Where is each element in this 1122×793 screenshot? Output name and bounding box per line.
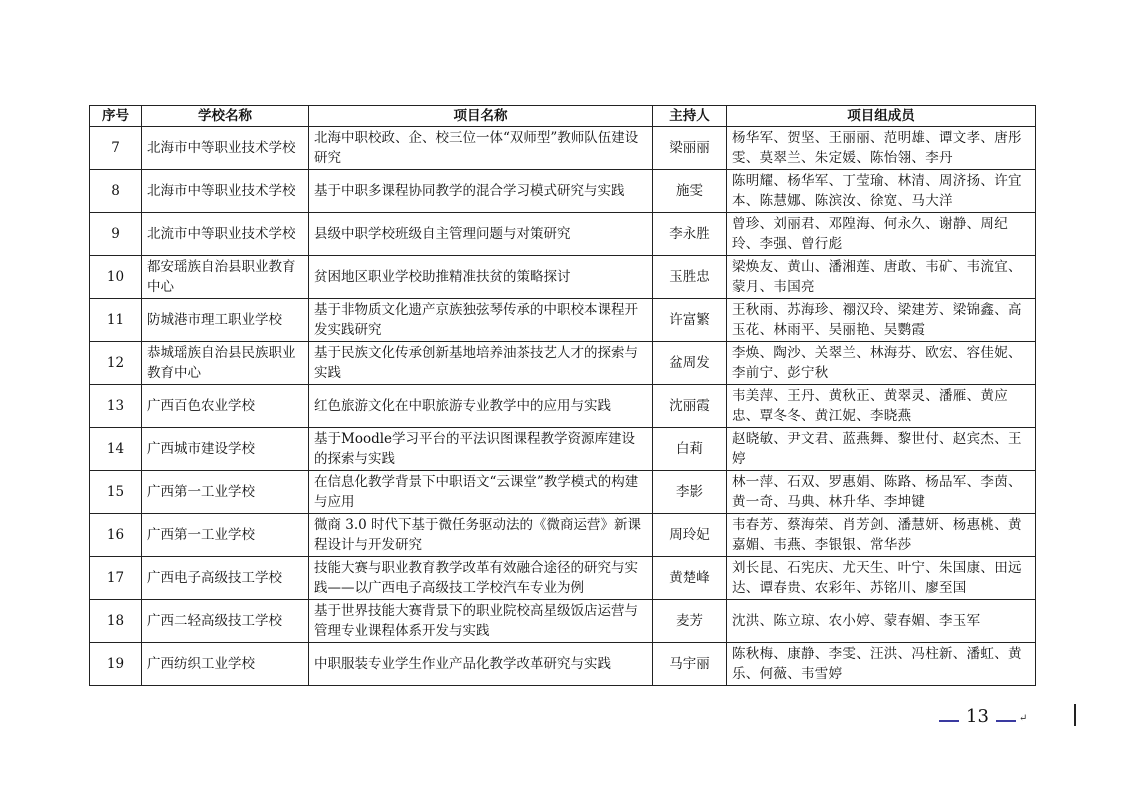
cell-members: 韦美萍、王丹、黄秋正、黄翠灵、潘雁、黄应忠、覃冬冬、黄江妮、李晓燕: [727, 385, 1036, 428]
cell-school: 都安瑶族自治县职业教育中心: [142, 256, 309, 299]
cell-no: 18: [90, 600, 142, 643]
cell-school: 广西城市建设学校: [142, 428, 309, 471]
table-row: [90, 385, 1036, 428]
cell-no: 19: [90, 643, 142, 686]
table-row: [90, 170, 1036, 213]
cell-school: 广西纺织工业学校: [142, 643, 309, 686]
cell-members: 李焕、陶沙、关翠兰、林海芬、欧宏、容佳妮、李前宁、彭宁秋: [727, 342, 1036, 385]
cell-school: 广西第一工业学校: [142, 471, 309, 514]
cell-members: 刘长昆、石宪庆、尤天生、叶宁、朱国康、田远达、谭春贵、农彩年、苏铭川、廖至国: [727, 557, 1036, 600]
header-host: 主持人: [653, 106, 727, 127]
cell-no: 12: [90, 342, 142, 385]
cell-school: 广西百色农业学校: [142, 385, 309, 428]
cell-school: 广西二轻高级技工学校: [142, 600, 309, 643]
cell-members: 梁焕友、黄山、潘湘莲、唐敢、韦矿、韦流宜、蒙月、韦国亮: [727, 256, 1036, 299]
cell-host: 黄楚峰: [653, 557, 727, 600]
cell-school: 广西第一工业学校: [142, 514, 309, 557]
header-no: 序号: [90, 106, 142, 127]
cell-school: 恭城瑶族自治县民族职业教育中心: [142, 342, 309, 385]
cell-members: 曾珍、刘丽君、邓隍海、何永久、谢静、周纪玲、李强、曾行彪: [727, 213, 1036, 256]
table-row: [90, 600, 1036, 643]
cell-host: 许富繁: [653, 299, 727, 342]
cell-project: 中职服装专业学生作业产品化教学改革研究与实践: [309, 643, 653, 686]
table-row: [90, 127, 1036, 170]
table-header-row: [90, 106, 1036, 127]
cell-no: 7: [90, 127, 142, 170]
cell-host: 李影: [653, 471, 727, 514]
cell-host: 沈丽霞: [653, 385, 727, 428]
cell-host: 盆周发: [653, 342, 727, 385]
margin-bar: [1074, 704, 1076, 726]
table-row: [90, 428, 1036, 471]
cell-project: 贫困地区职业学校助推精准扶贫的策略探讨: [309, 256, 653, 299]
cell-project: 微商 3.0 时代下基于微任务驱动法的《微商运营》新课程设计与开发研究: [309, 514, 653, 557]
table-row: [90, 342, 1036, 385]
cell-host: 玉胜忠: [653, 256, 727, 299]
table-row: [90, 514, 1036, 557]
cell-members: 韦春芳、蔡海荣、肖芳剑、潘慧妍、杨惠桃、黄嘉媚、韦燕、李银银、常华莎: [727, 514, 1036, 557]
header-members: 项目组成员: [727, 106, 1036, 127]
cell-project: 县级中职学校班级自主管理问题与对策研究: [309, 213, 653, 256]
cell-project: 基于民族文化传承创新基地培养油茶技艺人才的探索与实践: [309, 342, 653, 385]
footer-mark: ↵: [1018, 713, 1028, 724]
table-row: [90, 213, 1036, 256]
project-table-container: [89, 105, 1035, 686]
cell-no: 11: [90, 299, 142, 342]
cell-no: 17: [90, 557, 142, 600]
cell-no: 9: [90, 213, 142, 256]
cell-project: 北海中职校政、企、校三位一体“双师型”教师队伍建设研究: [309, 127, 653, 170]
cell-school: 防城港市理工职业学校: [142, 299, 309, 342]
footer-left-dash: [939, 720, 959, 722]
cell-no: 16: [90, 514, 142, 557]
table-row: [90, 256, 1036, 299]
project-table: [89, 105, 1036, 686]
cell-host: 马宇丽: [653, 643, 727, 686]
cell-project: 基于Moodle学习平台的平法识图课程教学资源库建设的探索与实践: [309, 428, 653, 471]
cell-project: 基于中职多课程协同教学的混合学习模式研究与实践: [309, 170, 653, 213]
cell-project: 红色旅游文化在中职旅游专业教学中的应用与实践: [309, 385, 653, 428]
cell-host: 李永胜: [653, 213, 727, 256]
cell-members: 林一萍、石双、罗惠娟、陈路、杨品军、李茵、黄一奇、马典、林升华、李坤键: [727, 471, 1036, 514]
cell-members: 杨华军、贺坚、王丽丽、范明雄、谭文孝、唐彤雯、莫翠兰、朱定媛、陈怡翎、李丹: [727, 127, 1036, 170]
cell-members: 赵晓敏、尹文君、蓝燕舞、黎世付、赵宾杰、王婷: [727, 428, 1036, 471]
cell-school: 北流市中等职业技术学校: [142, 213, 309, 256]
cell-school: 广西电子高级技工学校: [142, 557, 309, 600]
header-project: 项目名称: [309, 106, 653, 127]
cell-project: 基于世界技能大赛背景下的职业院校高星级饭店运营与管理专业课程体系开发与实践: [309, 600, 653, 643]
table-row: [90, 557, 1036, 600]
table-row: [90, 299, 1036, 342]
cell-members: 王秋雨、苏海珍、禤汉玲、梁建芳、梁锦鑫、高玉花、林雨平、吴丽艳、吴鹦霞: [727, 299, 1036, 342]
cell-host: 梁丽丽: [653, 127, 727, 170]
page-number: 13: [966, 706, 989, 727]
page-footer: [932, 706, 1027, 727]
cell-no: 15: [90, 471, 142, 514]
cell-members: 陈秋梅、康静、李雯、汪洪、冯柱新、潘虹、黄乐、何薇、韦雪婷: [727, 643, 1036, 686]
cell-host: 麦芳: [653, 600, 727, 643]
cell-host: 白莉: [653, 428, 727, 471]
footer-right-dash: [996, 720, 1016, 722]
cell-host: 施雯: [653, 170, 727, 213]
cell-school: 北海市中等职业技术学校: [142, 170, 309, 213]
cell-no: 14: [90, 428, 142, 471]
table-row: [90, 643, 1036, 686]
cell-school: 北海市中等职业技术学校: [142, 127, 309, 170]
table-row: [90, 471, 1036, 514]
cell-no: 13: [90, 385, 142, 428]
header-school: 学校名称: [142, 106, 309, 127]
table-body: [90, 127, 1036, 686]
cell-no: 10: [90, 256, 142, 299]
cell-no: 8: [90, 170, 142, 213]
cell-host: 周玲妃: [653, 514, 727, 557]
cell-project: 技能大赛与职业教育教学改革有效融合途径的研究与实践——以广西电子高级技工学校汽车专业为例: [309, 557, 653, 600]
cell-members: 陈明耀、杨华军、丁莹瑜、林清、周济扬、许宜本、陈慧娜、陈滨汝、徐宽、马大洋: [727, 170, 1036, 213]
cell-project: 基于非物质文化遗产京族独弦琴传承的中职校本课程开发实践研究: [309, 299, 653, 342]
cell-project: 在信息化教学背景下中职语文“云课堂”教学模式的构建与应用: [309, 471, 653, 514]
cell-members: 沈洪、陈立琼、农小婷、蒙春媚、李玉军: [727, 600, 1036, 643]
